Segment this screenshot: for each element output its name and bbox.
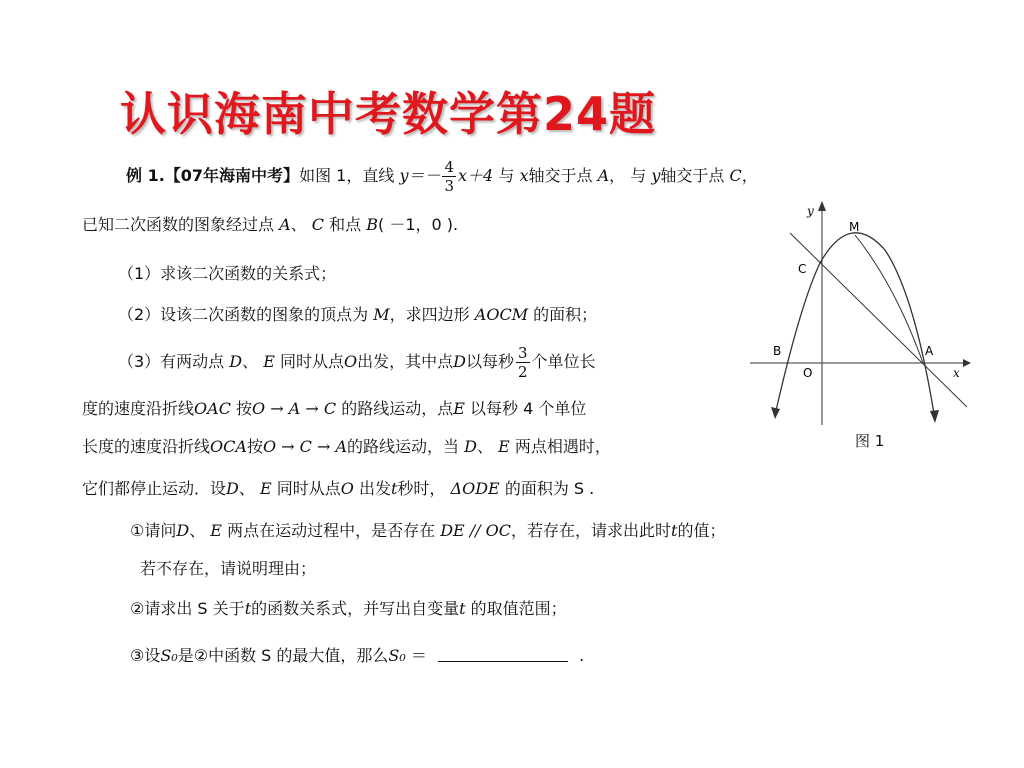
point-e: E [210, 521, 222, 540]
text: 、 [476, 437, 493, 456]
parabola [775, 233, 935, 420]
var-x: x [519, 166, 529, 185]
relation: DE // OC [440, 521, 512, 540]
text: 按 [246, 437, 263, 456]
text: ③设 [130, 646, 161, 665]
label-a: A [925, 344, 934, 358]
var-s0: S₀ [160, 646, 178, 665]
text: 按 [236, 399, 253, 418]
point-e: E [259, 479, 272, 498]
eq-rhs: x＋4 [458, 166, 494, 185]
route: O → A → C [252, 399, 337, 418]
text: 的面积； [533, 305, 598, 324]
coord: ( －1，0 ) [378, 215, 454, 234]
question-3-line-4 [82, 478, 594, 500]
text: 轴交于点 [528, 166, 593, 185]
text: ， 与 [609, 166, 647, 185]
fraction [516, 344, 530, 381]
text: ， [741, 166, 758, 185]
point-d: D [229, 352, 243, 371]
text: （2）设该二次函数的图象的顶点为 [118, 305, 369, 324]
segment-ma [855, 235, 923, 363]
point-d: D [453, 352, 466, 371]
point-m: M [373, 305, 390, 324]
line-ca [790, 233, 967, 407]
text: 如图 1，直线 [299, 166, 395, 185]
text: 它们都停止运动．设 [82, 479, 227, 498]
text: 同时从点 [280, 352, 345, 371]
triangle-ode: ΔODE [450, 479, 500, 498]
eq-lhs: y＝－ [399, 166, 441, 185]
frac-den: 3 [444, 177, 455, 195]
point-d: D [464, 437, 477, 456]
text: 与 [498, 166, 515, 185]
point-e: E [453, 399, 465, 418]
text: 长度的速度沿折线 [82, 437, 211, 456]
label-m: M [849, 220, 860, 234]
text: . [453, 215, 459, 234]
text: ，若存在，请求出此时 [511, 521, 672, 540]
sub-question-1-line-2: 若不存在，请说明理由； [140, 559, 317, 578]
text: 轴交于点 [660, 166, 725, 185]
text: 出发 [358, 479, 391, 498]
frac-num: 3 [518, 344, 528, 362]
route: O → C → A [262, 437, 348, 456]
label-c: C [798, 262, 807, 276]
point-a: A [279, 215, 291, 234]
text: 个单位长 [531, 352, 596, 371]
point-e: E [498, 437, 510, 456]
text: 、 [290, 215, 307, 234]
text: 、 [189, 521, 206, 540]
text: 秒时， [397, 479, 446, 498]
text: 的面积为 S . [504, 479, 595, 498]
label-b: B [773, 344, 782, 358]
point-c: C [311, 215, 325, 234]
text: 、 [238, 479, 255, 498]
point-d: D [226, 479, 239, 498]
var-t: t [671, 521, 678, 540]
point-a: A [597, 166, 610, 185]
label-o: O [803, 366, 813, 380]
label-y: y [807, 204, 814, 218]
text: . [579, 646, 585, 665]
question-3-line-2 [82, 398, 586, 420]
parabola-arrow-right [930, 410, 939, 423]
text: 和点 [329, 215, 362, 234]
text: 、 [242, 352, 259, 371]
example-label: 例 1.【07年海南中考】 [126, 166, 300, 185]
x-axis-arrow [963, 359, 971, 367]
sub-question-3 [130, 645, 584, 667]
var-t: t [459, 599, 466, 618]
var-t: t [244, 599, 252, 618]
parabola-arrow-left [771, 407, 780, 419]
text: ①请问 [130, 521, 177, 540]
text: 的函数关系式，并写出自变量 [251, 599, 460, 618]
question-1: （1）求该二次函数的关系式； [118, 264, 337, 283]
page-title: 认识海南中考数学第24题 [120, 87, 657, 141]
figure-caption: 图 1 [855, 432, 885, 450]
var-y: y [651, 166, 661, 185]
frac-num: 4 [444, 158, 455, 176]
path-oac: OAC [194, 399, 231, 418]
point-b: B [366, 215, 378, 234]
text: 以每秒 [465, 352, 514, 371]
y-axis-arrow [818, 201, 826, 211]
text: 的取值范围； [470, 599, 567, 618]
sub-question-2 [130, 598, 567, 620]
question-3 [118, 344, 596, 381]
text: 同时从点 [276, 479, 341, 498]
question-3-line-3 [82, 436, 611, 458]
text: 是②中函数 S 的最大值，那么 [177, 646, 389, 665]
text: 的路线运动，点 [341, 399, 454, 418]
question-2 [118, 304, 597, 326]
text: 的路线运动，当 [347, 437, 460, 456]
var-s0: S₀ [388, 646, 406, 665]
frac-den: 2 [518, 363, 528, 381]
point-o: O [344, 352, 358, 371]
text: 以每秒 4 个单位 [470, 399, 587, 418]
text: ，求四边形 [389, 305, 470, 324]
text: 两点在运动过程中，是否存在 [227, 521, 436, 540]
example-line [126, 158, 758, 195]
point-o: O [340, 479, 354, 498]
figure-graph [745, 195, 975, 430]
text: 的值； [677, 521, 726, 540]
path-oca: OCA [210, 437, 247, 456]
answer-blank [438, 651, 568, 662]
sub-question-1 [130, 520, 725, 542]
text: 度的速度沿折线 [82, 399, 195, 418]
var-t: t [390, 479, 398, 498]
label-x: x [953, 366, 960, 380]
text: ②请求出 S 关于 [130, 599, 245, 618]
point-e: E [263, 352, 275, 371]
point-d: D [176, 521, 190, 540]
point-c: C [729, 166, 742, 185]
text: 已知二次函数的图象经过点 [82, 215, 275, 234]
quad-aocm: AOCM [474, 305, 529, 324]
text: 两点相遇时， [514, 437, 611, 456]
text: 出发，其中点 [357, 352, 454, 371]
equals: ＝ [410, 646, 427, 665]
text: （3）有两动点 [118, 352, 225, 371]
condition-line [82, 214, 458, 236]
fraction [442, 158, 456, 195]
